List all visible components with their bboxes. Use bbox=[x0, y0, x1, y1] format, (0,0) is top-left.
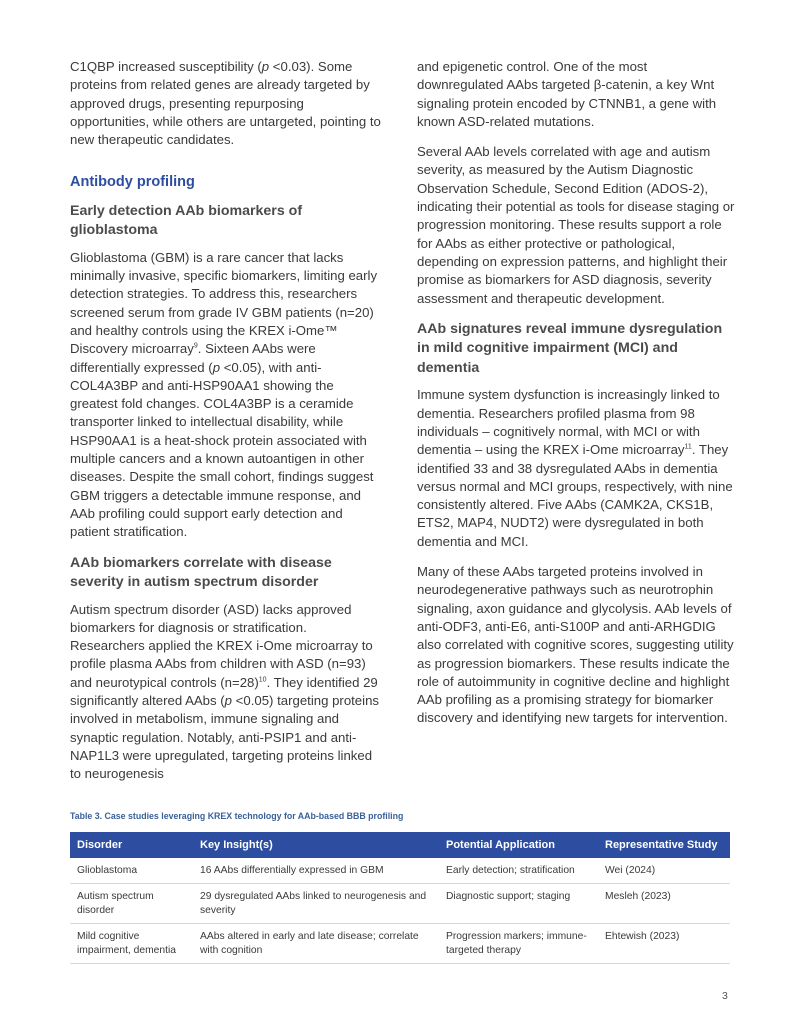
paragraph: Immune system dysfunction is increasingly linked to dementia. Researchers profiled plasma from 98 individuals – cognitively normal, with MCI or with dementia – using the KREX i-Ome microarray$^{11}$. They identified 33 and 38 dysregulated AAbs in dementia versus normal and MCI groups, respectively, with nine consistently altered. Five AAbs (CAMK2A, CKS1B, ETS2, MAP4, NUDT2) were dysregulated in both dementia and MCI. bbox=[417, 387, 733, 549]
subsection-heading: AAb signatures reveal immune dysregulation in mild cognitive impairment (MCI) and dementia bbox=[417, 320, 723, 376]
table-row bbox=[70, 924, 730, 964]
table-caption: Table 3. Case studies leveraging KREX technology for AAb-based BBB profiling bbox=[70, 811, 404, 821]
paragraph: Several AAb levels correlated with age and autism severity, as measured by the Autism Diagnostic Observation Schedule, Second Edition (ADOS-2), indicating their potential as tools for disease staging or progression monitoring. These results support a role for AAbs as either protective or pathological, depending on expression patterns, and highlight their promise as biomarkers for ASD diagnosis, severity assessment and therapeutic development. bbox=[417, 144, 735, 306]
table-cell: Wei (2024) bbox=[598, 858, 730, 884]
table-row bbox=[70, 884, 730, 924]
table-cell: AAbs altered in early and late disease; correlate with cognition bbox=[193, 924, 439, 964]
table-cell: Glioblastoma bbox=[70, 858, 193, 884]
page-number: 3 bbox=[722, 990, 728, 1002]
section-heading: Antibody profiling bbox=[70, 174, 195, 191]
table-cell: Early detection; stratification bbox=[439, 858, 598, 884]
case-study-table bbox=[70, 832, 730, 964]
column-header: Representative Study bbox=[598, 832, 730, 858]
subsection-heading: AAb biomarkers correlate with disease severity in autism spectrum disorder bbox=[70, 554, 332, 591]
column-header: Disorder bbox=[70, 832, 193, 858]
paragraph: Glioblastoma (GBM) is a rare cancer that lacks minimally invasive, specific biomarkers, limiting early detection strategies. To address this, researchers screened serum from grade IV GBM patients (n=20) and healthy controls using the KREX i-Ome™ Discovery microarray$^9$. Sixteen AAbs were differentially expressed (p <0.05), with anti-COL4A3BP and anti-HSP90AA1 showing the greatest fold changes. COL4A3BP is a ceramide transporter linked to intellectual disability, while HSP90AA1 is a heat-shock protein associated with multiple cancers and a known autoantigen in other diseases. Despite the small cohort, findings suggest GBM triggers a detectable immune response, and AAb profiling could support early detection and patient stratification. bbox=[70, 249, 378, 540]
subsection-heading: Early detection AAb biomarkers of glioblastoma bbox=[70, 202, 303, 239]
table-cell: Mesleh (2023) bbox=[598, 884, 730, 924]
table-row bbox=[70, 858, 730, 884]
paragraph: C1QBP increased susceptibility (p <0.03). Some proteins from related genes are already targeted by approved drugs, presenting repurposing opportunities, while others are untargeted, pointing to new therapeutic candidates. bbox=[70, 59, 381, 148]
column-header: Potential Application bbox=[439, 832, 598, 858]
table-header-row bbox=[70, 832, 730, 858]
table-cell: Mild cognitive impairment, dementia bbox=[70, 924, 193, 964]
paragraph: and epigenetic control. One of the most downregulated AAbs targeted β-catenin, a key Wnt signaling protein encoded by CTNNB1, a gene with known ASD-related mutations. bbox=[417, 59, 717, 129]
column-header: Key Insight(s) bbox=[193, 832, 439, 858]
table-cell: Autism spectrum disorder bbox=[70, 884, 193, 924]
table-cell: 16 AAbs differentially expressed in GBM bbox=[193, 858, 439, 884]
table-cell: Progression markers; immune-targeted therapy bbox=[439, 924, 598, 964]
table-cell: Ehtewish (2023) bbox=[598, 924, 730, 964]
left-column bbox=[70, 58, 382, 796]
table-cell: Diagnostic support; staging bbox=[439, 884, 598, 924]
paragraph: Many of these AAbs targeted proteins involved in neurodegenerative pathways such as neurotrophin signaling, axon guidance and glycolysis. AAb levels of anti-ODF3, anti-E6, anti-S100P and anti-ARHGDIG also correlated with cognitive scores, suggesting utility as progression biomarkers. These results indicate the role of autoimmunity in cognitive decline and highlight AAb profiling as a promising strategy for biomarker discovery and identifying new targets for intervention. bbox=[417, 564, 734, 726]
paragraph: Autism spectrum disorder (ASD) lacks approved biomarkers for diagnosis or stratification. Researchers applied the KREX i-Ome microarray to profile plasma AAbs from children with ASD (n=93) and neurotypical controls (n=28)$^{10}$. They identified 29 significantly altered AAbs (p <0.05) targeting proteins involved in metabolism, immune signaling and synaptic regulation. Notably, anti-PSIP1 and anti-NAP1L3 were upregulated, targeting proteins linked to neurogenesis bbox=[70, 601, 380, 782]
right-column bbox=[417, 58, 735, 740]
table-cell: 29 dysregulated AAbs linked to neurogenesis and severity bbox=[193, 884, 439, 924]
